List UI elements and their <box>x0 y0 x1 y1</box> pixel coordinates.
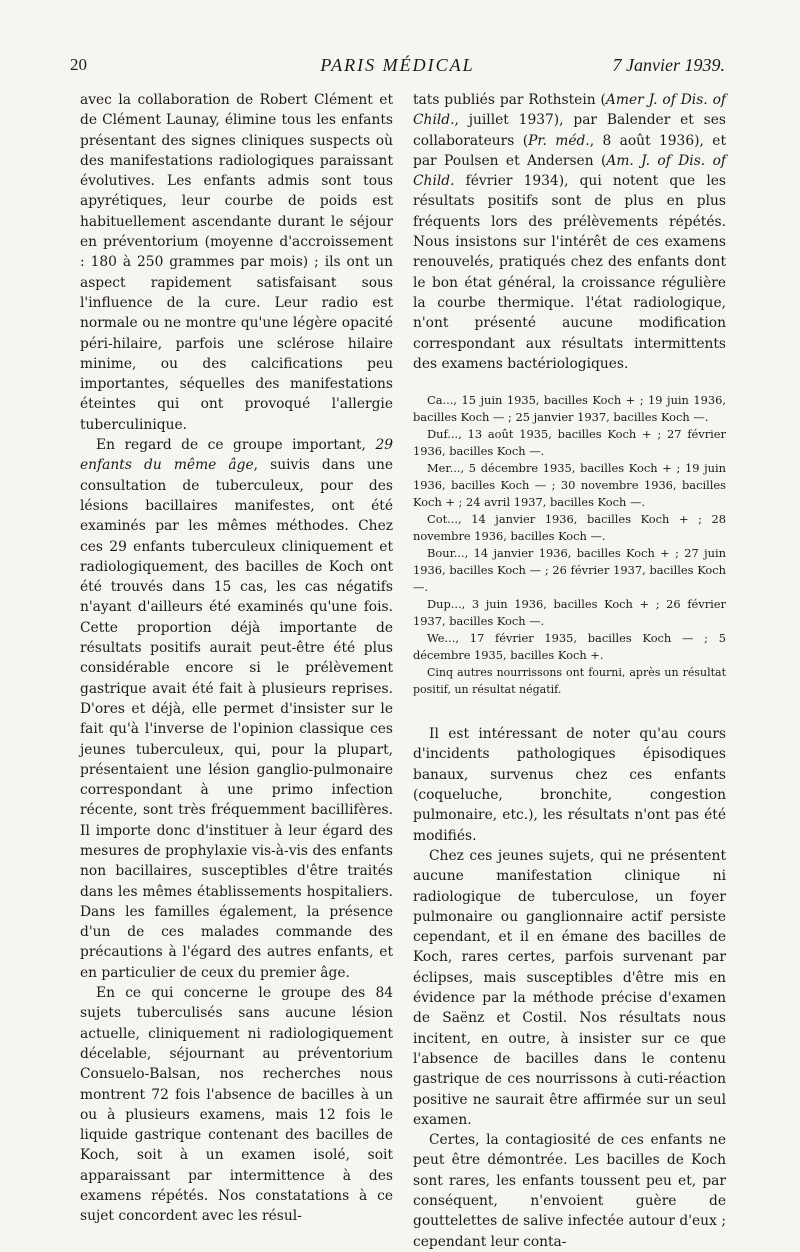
paragraph-2: En regard de ce groupe important, 29 enfants du même âge, suivis dans une consultation de tuberculeux, pour des lésions bacillaires manifestes, ont été examinés par les mêmes méthodes. Chez ces 29 enfants tuberculeux cliniquement et radiologiquement, des bacilles de Koch ont été trouvés dans 15 cas, les cas négatifs n'ayant d'ailleurs été examinés qu'une fois. Cette proportion déjà importante de résultats positifs aurait peut-être été plus considérable encore si le prélèvement gastrique avait été fait à plusieurs reprises. D'ores et déjà, elle permet d'insister sur le fait qu'à l'inverse de l'opinion classique ces jeunes tuberculeux, qui, pour la plupart, présentaient une lésion ganglio-pulmonaire correspondant à une primo infection récente, sont très fréquemment bacillifères. Il importe donc d'instituer à leur égard des mesures de prophylaxie vis-à-vis des enfants non bacillaires, susceptibles d'être traités dans les mêmes établissements hospitaliers. Dans les familles également, la présence d'un de ces malades commande des précautions à l'égard des autres enfants, et en particulier de ceux du premier âge. <box>80 437 393 981</box>
journal-title: PARIS MÉDICAL <box>320 55 475 75</box>
case-note-summary: Cinq autres nourrissons ont fourni, après un résultat positif, un résultat négatif. <box>413 666 726 697</box>
running-header <box>70 55 725 81</box>
paragraph-continued: tats publiés par Rothstein (Amer J. of Dis. of Child., juillet 1937), par Balender et ses collaborateurs (Pr. méd., 8 août 1936), et par Poulsen et Andersen (Am. J. of Dis. of Child. février 1934), qui notent que les résultats positifs sont de plus en plus fréquents lors des prélèvements répétés. Nous insistons sur l'intérêt de ces examens renouvelés, pratiqués chez des enfants dont le bon état général, la croissance régulière la courbe thermique. l'état radiologique, n'ont présenté aucune modification correspondant aux résultats intermittents des examens bactériologiques. <box>413 92 726 372</box>
paragraph-5: Chez ces jeunes sujets, qui ne présentent aucune manifestation clinique ni radiologique de tuberculose, un foyer pulmonaire ou ganglionnaire actif persiste cependant, et il en émane des bacilles de Koch, rares certes, parfois survenant par éclipses, mais susceptibles d'être mis en évidence par la méthode précise d'examen de Saënz et Costil. Nos résultats nous incitent, en outre, à insister sur ce que l'absence de bacilles dans le contenu gastrique de ces nourrissons à cuti-réaction positive ne saurait être affirmée sur un seul examen. <box>413 847 726 1128</box>
issue-date: 7 Janvier 1939. <box>612 55 725 75</box>
case-note: Cot..., 14 janvier 1936, bacilles Koch + ; 28 novembre 1936, bacilles Koch —. <box>413 512 726 544</box>
case-notes <box>413 392 726 698</box>
right-body <box>413 724 726 1252</box>
paragraph-3: En ce qui concerne le groupe des 84 sujets tuberculisés sans aucune lésion actuelle, cliniquement ni radiologiquement décelable, séjournant au préventorium Consuelo-Balsan, nos recherches nous montrent 72 fois l'absence de bacilles à un ou à plusieurs examens, mais 12 fois le liquide gastrique contenant des bacilles de Koch, soit à un examen isolé, soit apparaissant par intermittence à des examens répétés. Nos constatations à ce sujet concordent avec les résul- <box>80 985 393 1225</box>
paragraph-1: avec la collaboration de Robert Clément et de Clément Launay, élimine tous les enfants présentant des signes cliniques suspects où des manifestations radiologiques paraissant évolutives. Les enfants admis sont tous apyrétiques, leur courbe de poids est habituellement ascendante durant le séjour en préventorium (moyenne d'accroissement : 180 à 250 grammes par mois) ; ils ont un aspect rapidement satisfaisant sous l'influence de la cure. Leur radio est normale ou ne montre qu'une légère opacité péri-hilaire, parfois une sclérose hilaire minime, ou des calcifications peu importantes, séquelles des manifestations éteintes qui ont provoqué l'allergie tuberculinique. <box>80 92 393 433</box>
case-note: We..., 17 février 1935, bacilles Koch — ; 5 décembre 1935, bacilles Koch +. <box>413 631 726 663</box>
left-column <box>80 90 393 1227</box>
case-note: Dup..., 3 juin 1936, bacilles Koch + ; 26 février 1937, bacilles Koch —. <box>413 597 726 629</box>
case-note: Duf..., 13 août 1935, bacilles Koch + ; 27 février 1936, bacilles Koch —. <box>413 427 726 459</box>
paragraph-6: Certes, la contagiosité de ces enfants ne peut être démontrée. Les bacilles de Koch sont rares, les enfants toussent peu et, par conséquent, n'envoient guère de gouttelettes de salive infectée autour d'eux ; cependant leur conta- <box>413 1132 726 1250</box>
case-note: Ca..., 15 juin 1935, bacilles Koch + ; 19 juin 1936, bacilles Koch — ; 25 janvier 1937, bacilles Koch —. <box>413 393 726 425</box>
case-note: Mer..., 5 décembre 1935, bacilles Koch + ; 19 juin 1936, bacilles Koch — ; 30 novembre 1936, bacilles Koch + ; 24 avril 1937, bacilles Koch —. <box>413 461 726 510</box>
paragraph-4: Il est intéressant de noter qu'au cours d'incidents pathologiques épisodiques banaux, survenus chez ces enfants (coqueluche, bronchite, congestion pulmonaire, etc.), les résultats n'ont pas été modifiés. <box>413 726 726 844</box>
case-note: Bour..., 14 janvier 1936, bacilles Koch + ; 27 juin 1936, bacilles Koch — ; 26 février 1937, bacilles Koch —. <box>413 546 726 595</box>
page-number: 20 <box>70 55 87 74</box>
right-column <box>413 90 726 1252</box>
